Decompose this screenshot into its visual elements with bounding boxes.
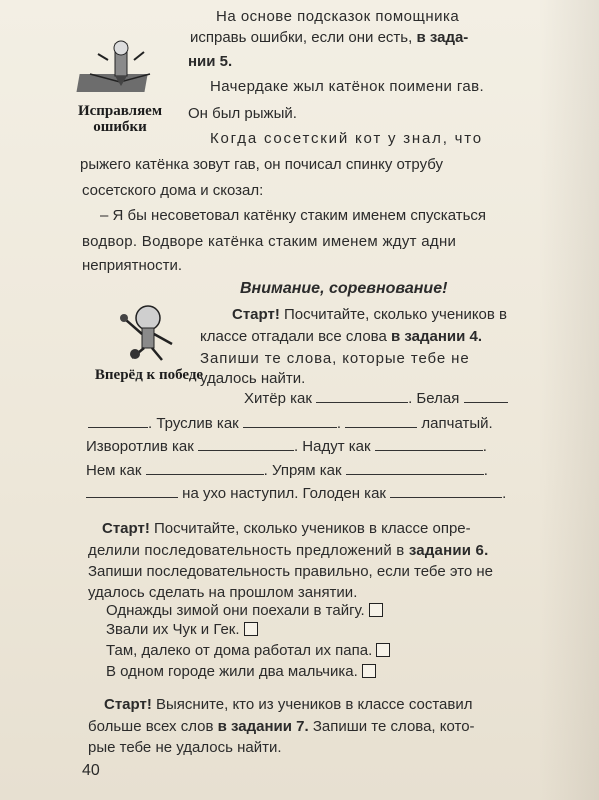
error-text-line-7: водвор. Водворе катёнка стаким именем ждут адни [82, 233, 457, 250]
page-edge-shadow [539, 0, 599, 800]
error-text-line-4: рыжего катёнка зовут гав, он почисал спинку отрубу [80, 156, 444, 173]
sequence-intro-line-2: делили последовательность предложений в задании 6. [88, 542, 489, 559]
competition-intro-line-1: Старт! Посчитайте, сколько учеников в [232, 306, 508, 323]
running-character-icon [82, 300, 216, 362]
answer-blank[interactable] [243, 415, 337, 428]
fill-row-4: Нем как . Упрям как . [86, 462, 488, 479]
answer-blank[interactable] [86, 485, 178, 498]
answer-blank[interactable] [198, 438, 294, 451]
answer-blank[interactable] [88, 415, 148, 428]
error-text-line-3: Когда сосетский кот у знал, что [210, 130, 483, 147]
error-text-line-5: сосетского дома и скозал: [82, 182, 264, 199]
fix-errors-badge-label: Исправляем ошибки [77, 103, 163, 135]
words-intro-line-1: Старт! Выясните, кто из учеников в классе составил [104, 696, 473, 713]
sequence-checkbox[interactable] [244, 622, 258, 636]
sequence-sentence-3: Там, далеко от дома работал их папа. [106, 640, 390, 662]
task-line-2: исправь ошибки, если они есть, в зада- [190, 29, 469, 46]
words-intro-line-2: больше всех слов в задании 7. Запиши те слова, кото- [88, 718, 475, 735]
competition-heading: Внимание, соревнование! [240, 280, 448, 297]
task-line-1: На основе подсказок помощника [216, 8, 460, 25]
sequence-intro-line-3: Запиши последовательность правильно, если тебе это не [88, 563, 494, 580]
forward-to-victory-badge-label: Вперёд к победе [94, 367, 204, 383]
error-text-line-1: Начердаке жыл катёнок поимени гав. [210, 78, 485, 95]
page-number: 40 [82, 762, 100, 779]
error-text-line-6: – Я бы несоветовал катёнку стаким именем спускаться [100, 207, 487, 224]
error-text-line-2: Он был рыжый. [188, 105, 297, 122]
answer-blank[interactable] [316, 390, 408, 403]
answer-blank[interactable] [464, 390, 508, 403]
pencil-character-icon [68, 38, 172, 98]
task-line-3: нии 5. [188, 53, 233, 70]
sequence-intro-line-4: удалось сделать на прошлом занятии. [88, 584, 358, 601]
fill-row-2: . Труслив как . лапчатый. [88, 413, 493, 435]
answer-blank[interactable] [146, 462, 264, 475]
competition-intro-line-3: Запиши те слова, которые тебе не [200, 350, 470, 367]
sequence-sentence-4: В одном городе жили два мальчика. [106, 661, 376, 683]
answer-blank[interactable] [390, 485, 502, 498]
words-intro-line-3: рые тебе не удалось найти. [88, 739, 282, 756]
answer-blank[interactable] [345, 415, 417, 428]
competition-intro-line-2: классе отгадали все слова в задании 4. [200, 328, 483, 345]
answer-blank[interactable] [375, 438, 483, 451]
sequence-checkbox[interactable] [376, 643, 390, 657]
forward-to-victory-badge [82, 300, 216, 383]
sequence-checkbox[interactable] [362, 664, 376, 678]
competition-intro-line-4: удалось найти. [200, 370, 306, 387]
answer-blank[interactable] [346, 462, 484, 475]
sequence-sentence-2: Звали их Чук и Гек. [106, 619, 258, 641]
sequence-checkbox[interactable] [369, 603, 383, 617]
fill-row-1: Хитёр как . Белая [244, 388, 508, 410]
sequence-sentence-1: Однажды зимой они поехали в тайгу. [106, 600, 383, 622]
sequence-intro-line-1: Старт! Посчитайте, сколько учеников в классе опре- [102, 520, 471, 537]
fill-row-5: на ухо наступил. Голоден как . [86, 483, 506, 505]
fill-row-3: Изворотлив как . Надут как . [86, 438, 487, 455]
fix-errors-badge [68, 38, 172, 135]
error-text-line-8: неприятности. [82, 257, 183, 274]
